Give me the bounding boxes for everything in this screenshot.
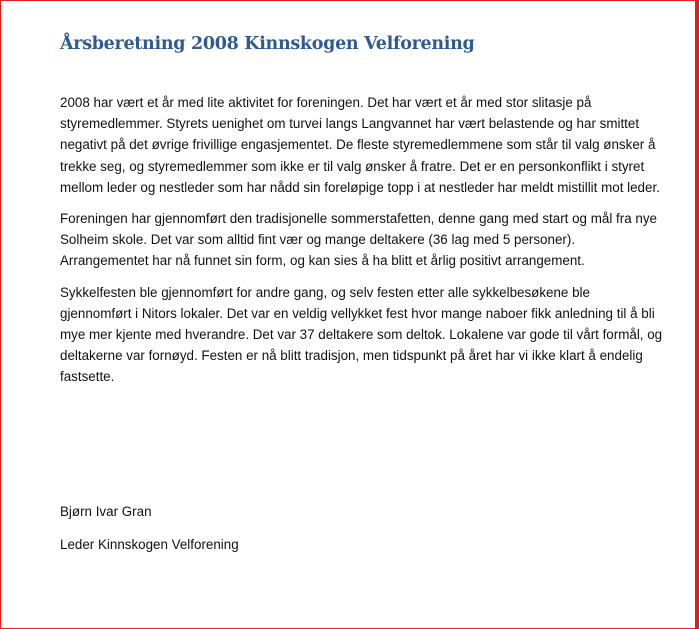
signature-role: Leder Kinnskogen Velforening (60, 536, 239, 552)
paragraph-relay: Foreningen har gjennomført den tradisjonelle sommerstafetten, denne gang med start og mål fra nye Solheim skole. Det var som alltid fint vær og mange deltakere (36 lag med 5 personer). Arrangementet har nå funnet sin form, og kan sies å ha blitt et årlig positivt arrangement. (60, 211, 657, 269)
signature-name: Bjørn Ivar Gran (60, 503, 152, 519)
paragraph-bike-party: Sykkelfesten ble gjennomført for andre gang, og selv festen etter alle sykkelbesøkene ble gjennomført i Nitors lokaler. Det var en veldig vellykket fest hvor mange naboer fikk anledning til å bli mye mer kjente med hverandre. Det var 37 deltakere som deltok. Lokalene var gode til vårt formål, og deltakerne var fornøyd. Festen er nå blitt tradisjon, men tidspunkt på året har vi ikke klart å endelig fastsette. (60, 284, 663, 385)
document-title: Årsberetning 2008 Kinnskogen Velforening (60, 34, 475, 54)
document-body (60, 31, 665, 555)
page-edge-marker (695, 0, 698, 629)
paragraph-activity: 2008 har vært et år med lite aktivitet for foreningen. Det har vært et år med stor slitasje på styremedlemmer. Styrets uenighet om turvei langs Langvannet har vært belastende og har smittet negativt på det øvrige frivillige engasjementet. De fleste styremedlemmene som står til valg ønsker å trekke seg, og styremedlemmer som ikke er til valg ønsker å fratre. Det er en personkonflikt i styret mellom leder og nestleder som har nådd sin foreløpige topp i at nestleder har meldt mistillit mot leder. (60, 95, 660, 195)
